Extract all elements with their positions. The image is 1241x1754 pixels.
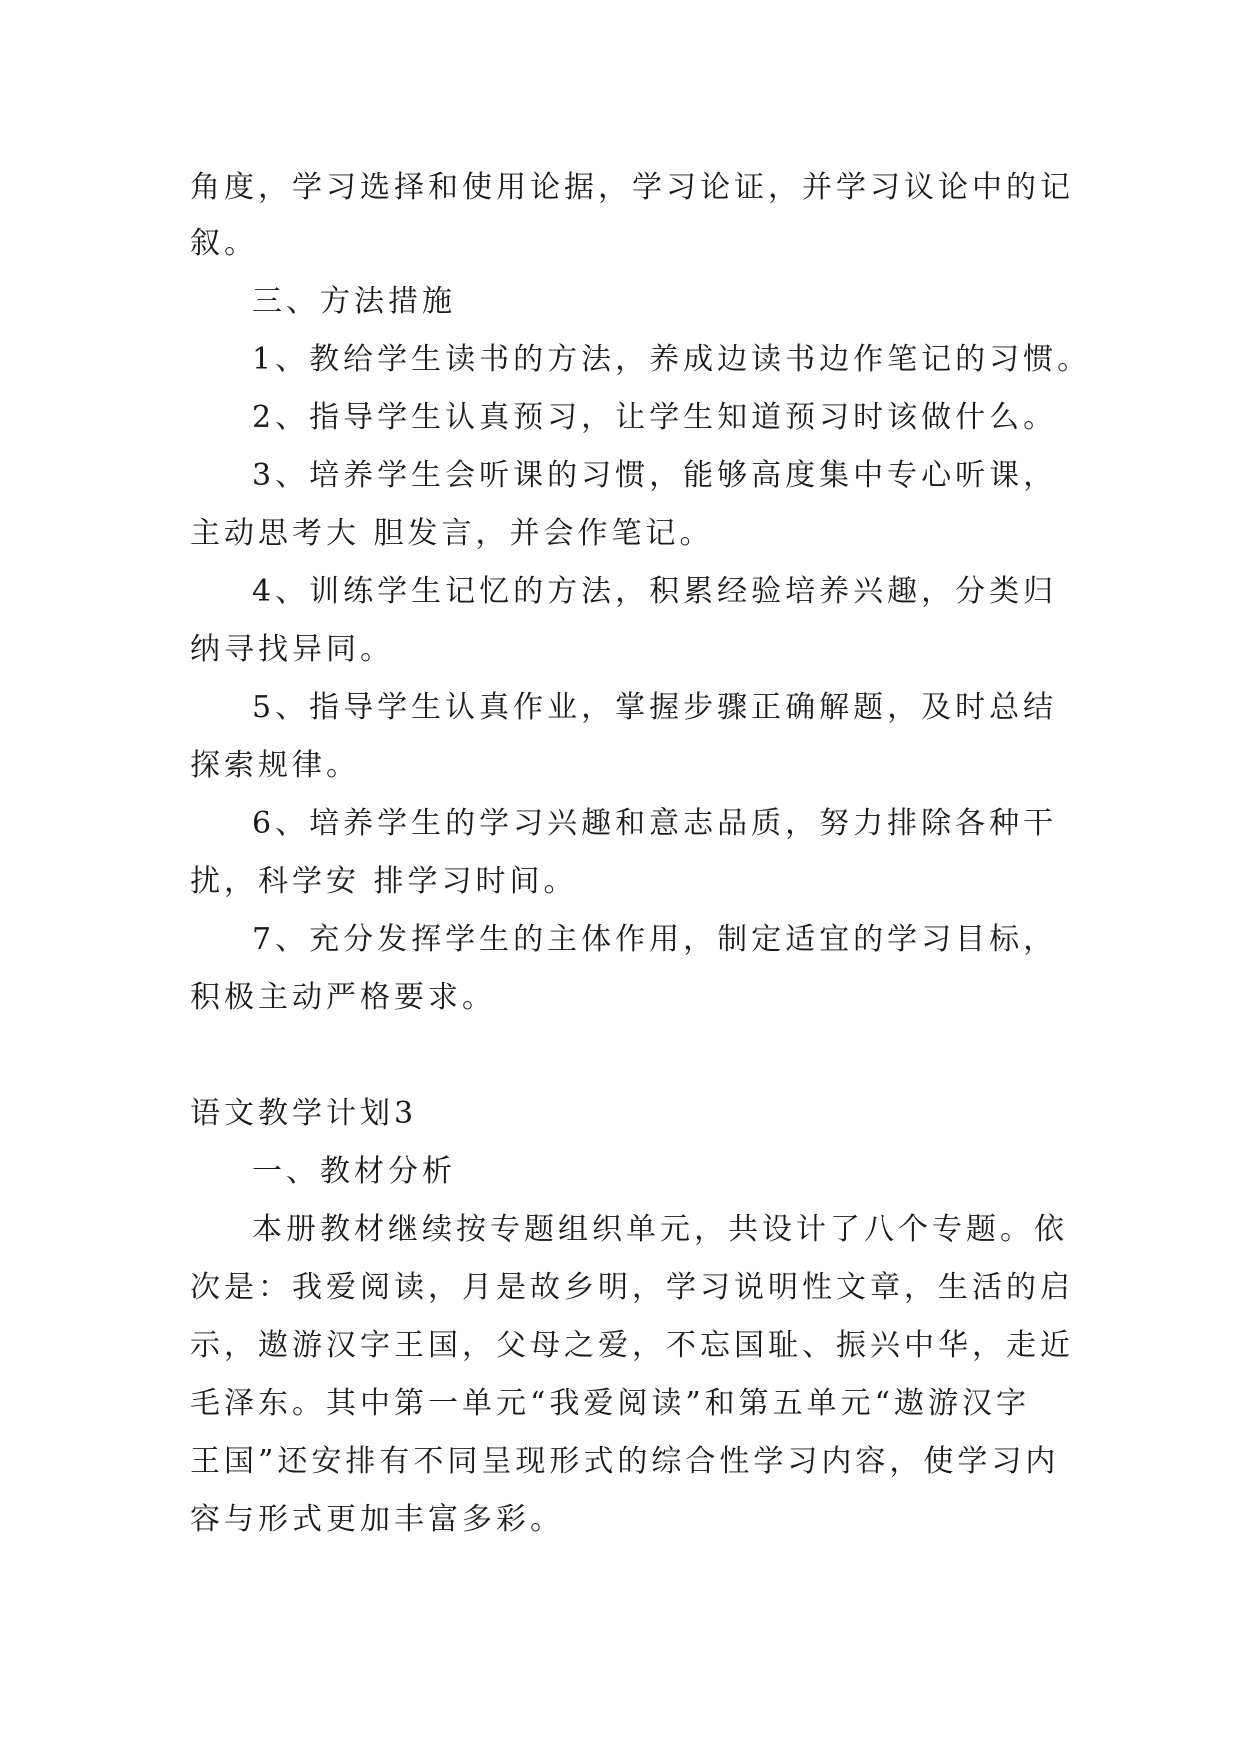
paragraph-line: 王国”还安排有不同呈现形式的综合性学习内容，使学习内 — [190, 1444, 1060, 1479]
paragraph-line: 1、教给学生读书的方法，养成边读书边作笔记的习惯。 — [252, 342, 1092, 377]
section-heading: 三、方法措施 — [252, 284, 456, 319]
paragraph-line: 探索规律。 — [190, 748, 360, 783]
paragraph-line: 叙。 — [190, 226, 258, 261]
paragraph-line: 5、指导学生认真作业，掌握步骤正确解题，及时总结 — [252, 690, 1058, 725]
paragraph-line: 3、培养学生会听课的习惯，能够高度集中专心听课， — [252, 458, 1058, 493]
paragraph-line: 次是：我爱阅读，月是故乡明，学习说明性文章，生活的启 — [190, 1270, 1074, 1305]
paragraph-line: 7、充分发挥学生的主体作用，制定适宜的学习目标， — [252, 922, 1058, 957]
paragraph-line: 容与形式更加丰富多彩。 — [190, 1502, 564, 1537]
paragraph-line: 毛泽东。其中第一单元“我爱阅读”和第五单元“遨游汉字 — [190, 1386, 1031, 1421]
paragraph-line: 本册教材继续按专题组织单元，共设计了八个专题。依 — [252, 1212, 1068, 1247]
paragraph-line: 示，遨游汉字王国，父母之爱，不忘国耻、振兴中华，走近 — [190, 1328, 1074, 1363]
paragraph-line: 扰，科学安 排学习时间。 — [190, 864, 578, 899]
paragraph-line: 4、训练学生记忆的方法，积累经验培养兴趣，分类归 — [252, 574, 1058, 609]
paragraph-line: 6、培养学生的学习兴趣和意志品质，努力排除各种干 — [252, 806, 1058, 841]
paragraph-line: 角度，学习选择和使用论据，学习论证，并学习议论中的记 — [190, 170, 1074, 205]
paragraph-line: 主动思考大 胆发言，并会作笔记。 — [190, 516, 714, 551]
document-title: 语文教学计划3 — [190, 1096, 418, 1131]
paragraph-line: 纳寻找异同。 — [190, 632, 394, 667]
paragraph-line: 2、指导学生认真预习，让学生知道预习时该做什么。 — [252, 400, 1058, 435]
paragraph-line: 积极主动严格要求。 — [190, 980, 496, 1015]
section-heading: 一、教材分析 — [252, 1154, 456, 1189]
